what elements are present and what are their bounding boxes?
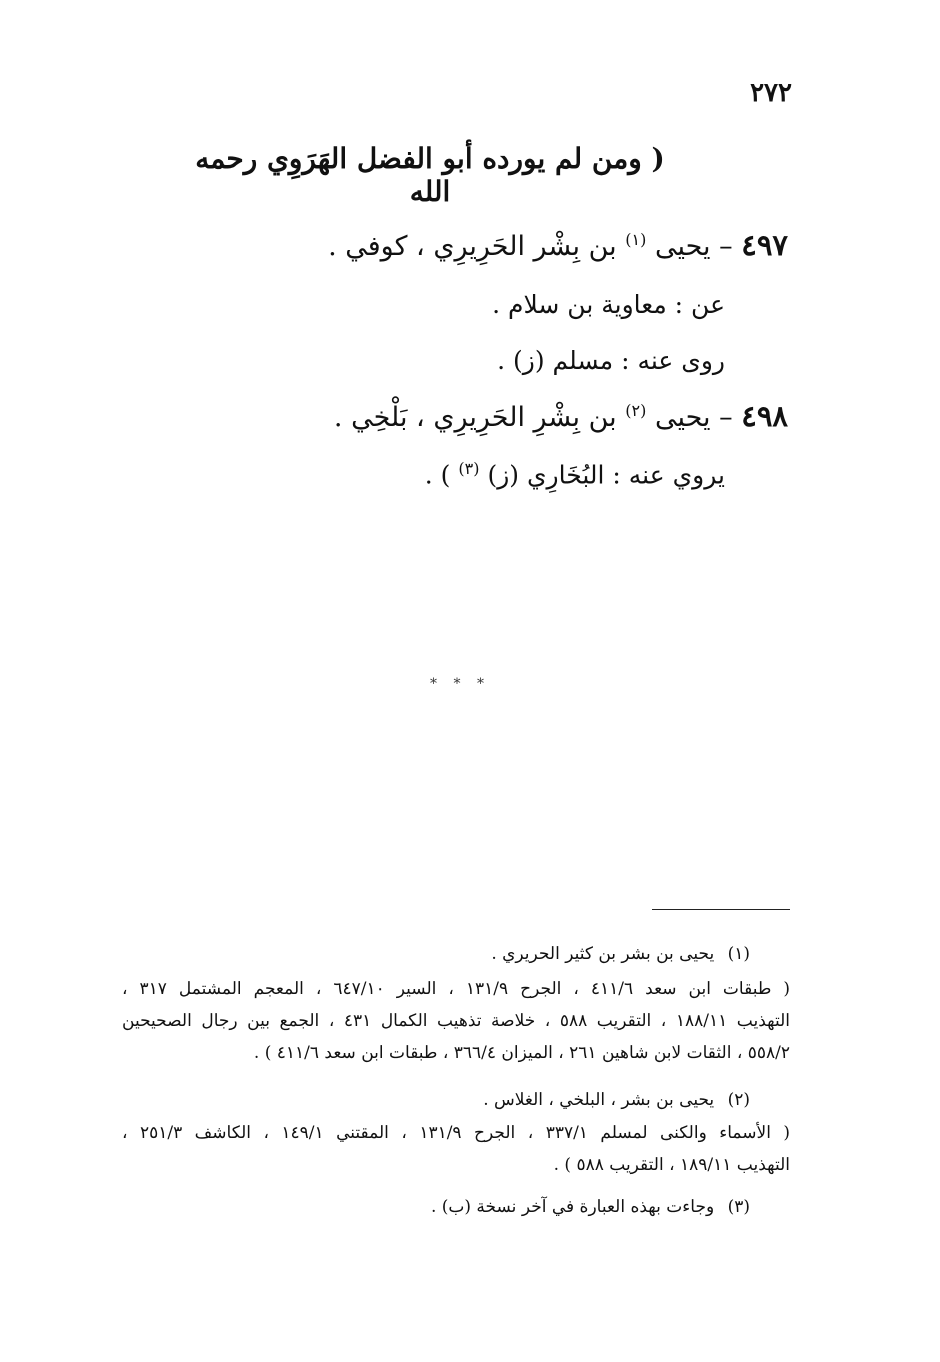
entry-name-rest: بن بِشْر الحَرِيرِي ، كوفي . xyxy=(328,231,617,262)
footnote-2 xyxy=(483,1090,750,1110)
footnote-2-line-1: ( الأسماء والكنى لمسلم ٣٣٧/١ ، الجرح ١٣١/٩ ، المقتني ١٤٩/١ ، الكاشف ٢٥١/٣ ، xyxy=(122,1123,791,1143)
entry-497-teacher: عن : معاوية بن سلام . xyxy=(492,290,725,319)
section-separator: * * * xyxy=(430,676,490,692)
narrator-end: ) . xyxy=(424,460,451,490)
footnote-1-line-2: التهذيب ١٨٨/١١ ، التقريب ٥٨٨ ، خلاصة تذهيب الكمال ٤٣١ ، الجمع بين رجال الصحيحين xyxy=(122,1011,790,1031)
footnote-label: (١) xyxy=(727,944,750,964)
entry-dash: – xyxy=(719,402,733,433)
entry-number: ٤٩٧ xyxy=(741,228,788,262)
footnote-divider xyxy=(652,909,790,910)
entry-498-narrator xyxy=(425,459,725,489)
footnote-label: (٢) xyxy=(727,1090,750,1110)
entry-497-narrator: روى عنه : مسلم (ز) . xyxy=(497,346,725,375)
footnote-text: يحيى بن بشر بن كثير الحريري . xyxy=(491,944,715,964)
entry-dash: – xyxy=(719,231,733,262)
entry-name-start: يحيى xyxy=(654,402,711,433)
entry-497-title xyxy=(328,228,788,262)
footnote-ref: (١) xyxy=(625,230,647,249)
entry-498-title xyxy=(334,399,788,433)
entry-name-start: يحيى xyxy=(654,231,711,262)
page-number: ٢٧٢ xyxy=(750,78,792,108)
footnote-ref: (٣) xyxy=(458,459,480,478)
section-heading: ( ومن لم يورده أبو الفضل الهَرَوِي رحمه الله xyxy=(195,142,665,208)
footnote-text: يحيى بن بشر ، البلخي ، الغلاس . xyxy=(483,1090,715,1110)
entry-number: ٤٩٨ xyxy=(741,399,788,433)
footnote-3 xyxy=(431,1197,750,1217)
footnote-label: (٣) xyxy=(727,1197,750,1217)
footnote-1-line-1: ( طبقات ابن سعد ٤١١/٦ ، الجرح ١٣١/٩ ، السير ٦٤٧/١٠ ، المعجم المشتمل ٣١٧ ، xyxy=(122,979,791,999)
footnote-text: وجاءت بهذه العبارة في آخر نسخة (ب) . xyxy=(430,1197,715,1217)
footnote-ref: (٢) xyxy=(625,401,647,420)
footnote-1 xyxy=(491,944,750,964)
footnote-1-line-3: ٥٥٨/٢ ، الثقات لابن شاهين ٢٦١ ، الميزان ٣٦٦/٤ ، طبقات ابن سعد ٤١١/٦ ) . xyxy=(253,1043,790,1063)
footnote-2-line-2: التهذيب ١٨٩/١١ ، التقريب ٥٨٨ ) . xyxy=(553,1155,790,1175)
entry-name-rest: بن بِشْرِ الحَرِيرِي ، بَلْخِي . xyxy=(333,402,617,433)
narrator-text: يروي عنه : البُخَارِي (ز) xyxy=(487,460,725,490)
